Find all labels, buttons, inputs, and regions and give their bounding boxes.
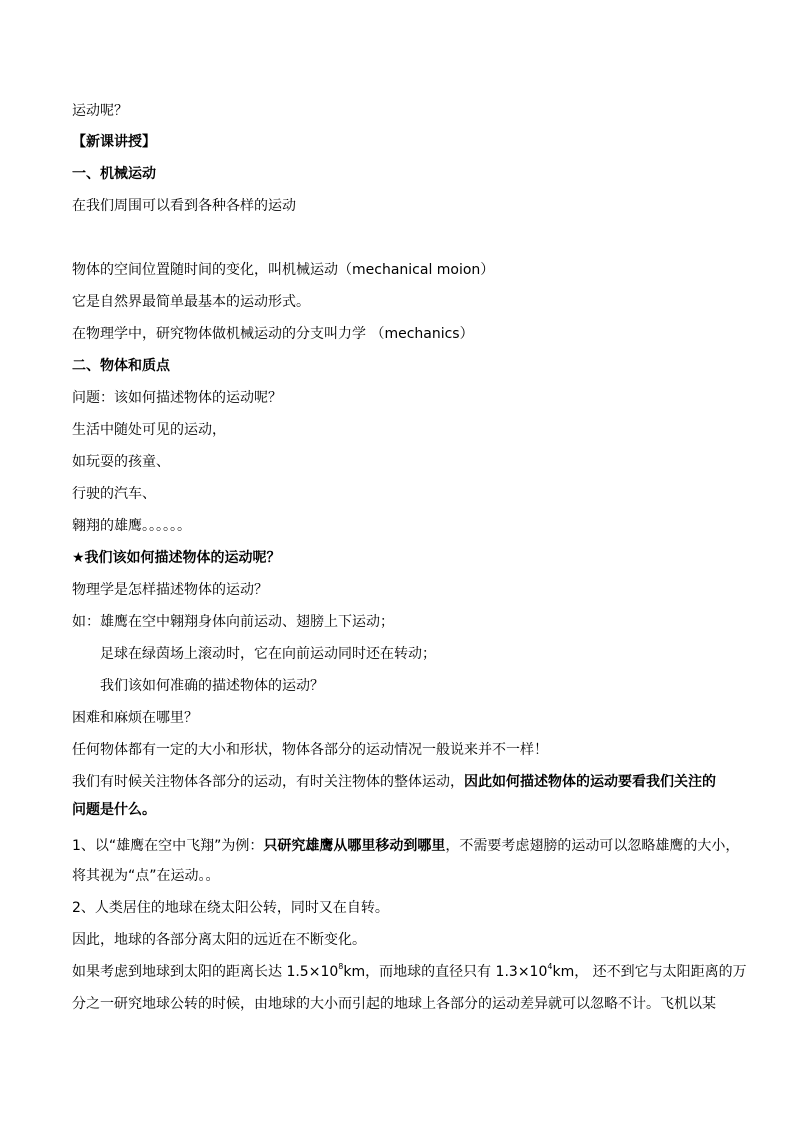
text-line: 它是自然界最简单最基本的运动形式。 xyxy=(72,294,310,310)
text-line: 任何物体都有一定的大小和形状，物体各部分的运动情况一般说来并不一样！ xyxy=(72,742,548,758)
text-line: 我们该如何准确的描述物体的运动？ xyxy=(100,678,324,694)
bold-span: 只研究雄鹰从哪里移动到哪里 xyxy=(263,838,446,854)
text-line: 物理学是怎样描述物体的运动？ xyxy=(72,582,268,598)
text-line: 如玩耍的孩童、 xyxy=(72,454,170,470)
exponent: 8 xyxy=(338,962,344,972)
text-span: km，而地球的直径只有 1.3×10 xyxy=(343,964,548,980)
text-line: 行驶的汽车、 xyxy=(72,486,156,502)
text-span: 1、以“雄鹰在空中飞翔”为例： xyxy=(72,838,264,854)
text-line: 分之一研究地球公转的时候，由地球的大小而引起的地球上各部分的运动差异就可以忽略不计。飞机以某 xyxy=(72,996,716,1012)
section-heading: 二、物体和质点 xyxy=(72,358,170,374)
text-line: 运动呢？ xyxy=(72,103,128,119)
text-line: 物体的空间位置随时间的变化，叫机械运动（mechanical moion） xyxy=(72,262,495,278)
section-heading: 一、机械运动 xyxy=(72,166,156,182)
text-line: 在我们周围可以看到各种各样的运动 xyxy=(72,198,296,214)
text-line xyxy=(72,836,740,856)
text-line: 如：雄鹰在空中翱翔身体向前运动、翅膀上下运动； xyxy=(72,614,394,630)
text-line: 足球在绿茵场上滚动时，它在向前运动同时还在转动； xyxy=(100,646,436,662)
text-span: ，不需要考虑翅膀的运动可以忽略雄鹰的大小， xyxy=(445,838,740,854)
section-heading: 【新课讲授】 xyxy=(72,134,156,150)
text-line: 翱翔的雄鹰。。。。。。 xyxy=(72,518,191,534)
exponent: 4 xyxy=(547,962,553,972)
text-line: 问题：该如何描述物体的运动呢？ xyxy=(72,390,282,406)
text-line: 问题是什么。 xyxy=(72,802,156,818)
text-span: 我们有时候关注物体各部分的运动，有时关注物体的整体运动， xyxy=(72,774,464,790)
text-line: 因此，地球的各部分离太阳的远近在不断变化。 xyxy=(72,932,366,948)
text-line xyxy=(72,772,732,792)
text-line xyxy=(72,962,747,982)
text-line: 在物理学中，研究物体做机械运动的分支叫力学 （mechanics） xyxy=(72,326,474,342)
text-line: 2、人类居住的地球在绕太阳公转，同时又在自转。 xyxy=(72,900,389,916)
bold-span: 因此如何描述物体的运动要看我们关注的 xyxy=(464,774,716,790)
text-line: 困难和麻烦在哪里？ xyxy=(72,710,198,726)
highlight-question: ★我们该如何描述物体的运动呢？ xyxy=(72,550,281,566)
text-span: km， 还不到它与太阳距离的万 xyxy=(552,964,747,980)
text-line: 将其视为“点”在运动。。 xyxy=(72,868,220,884)
text-span: 如果考虑到地球到太阳的距离长达 1.5×10 xyxy=(72,964,339,980)
text-line: 生活中随处可见的运动， xyxy=(72,422,226,438)
